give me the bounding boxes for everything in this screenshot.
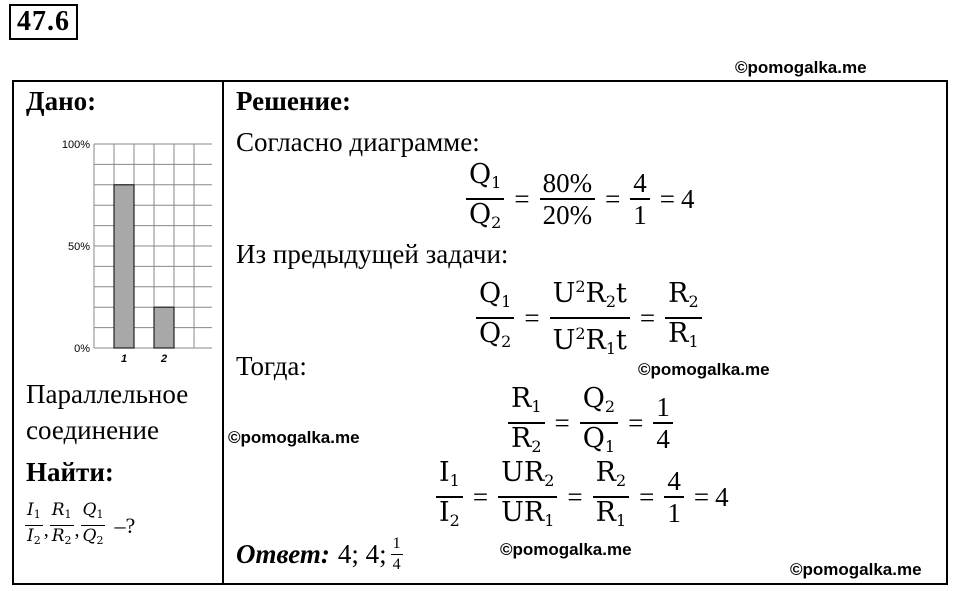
watermark-middle: ©pomogalka.me bbox=[638, 360, 770, 379]
y-tick-label: 50% bbox=[67, 241, 90, 253]
solution-line1: Согласно диаграмме: bbox=[236, 127, 480, 157]
find-suffix: –? bbox=[114, 512, 136, 538]
equation-ratio-r: $\frac{R_1}{R_2}$ = $\frac{Q_2}{Q_1}$ = $\frac{1}{4}$ bbox=[504, 384, 677, 462]
chart-grid bbox=[94, 144, 212, 348]
answer-line bbox=[236, 534, 404, 575]
watermark-corner: ©pomogalka.me bbox=[790, 560, 922, 579]
solution-heading: Решение: bbox=[236, 86, 351, 116]
find-frac-i: $\frac{I_1}{I_2}$ bbox=[27, 500, 41, 547]
connection-line1: Параллельное bbox=[26, 379, 189, 409]
solution-line2: Из предыдущей задачи: bbox=[236, 239, 509, 269]
equation-prev-task: $\frac{Q_1}{Q_2}$ = $\frac{U^2R_2t}{U^2R_1t}$ = $\frac{R_2}{R_1}$ bbox=[472, 272, 706, 364]
answer-fraction: $\frac{1}{4}$ bbox=[392, 535, 401, 573]
given-heading: Дано: bbox=[26, 86, 97, 116]
find-frac-r: $\frac{R_1}{R_2}$ bbox=[51, 500, 72, 547]
solution-table bbox=[12, 80, 948, 585]
connection-line2: соединение bbox=[26, 415, 159, 445]
x-tick-label: 2 bbox=[160, 353, 168, 365]
watermark-bottom: ©pomogalka.me bbox=[500, 540, 632, 559]
y-tick-label: 100% bbox=[61, 139, 90, 151]
bar-1 bbox=[114, 185, 134, 348]
watermark-left: ©pomogalka.me bbox=[228, 428, 360, 447]
equation-ratio-i: $\frac{I_1}{I_2}$ = $\frac{UR_2}{UR_1}$ = $\frac{R_2}{R_1}$ = $\frac{4}{1}$ = 4 bbox=[432, 458, 729, 536]
task-number: 47.6 bbox=[9, 4, 78, 40]
find-frac-q: $\frac{Q_1}{Q_2}$ bbox=[82, 500, 104, 547]
answer-text: 4; 4; bbox=[337, 539, 387, 569]
find-heading: Найти: bbox=[26, 457, 114, 487]
y-tick-label: 0% bbox=[74, 343, 90, 355]
bar-2 bbox=[154, 307, 174, 348]
solution-line3: Тогда: bbox=[236, 351, 307, 381]
find-expression: $\frac{I_1}{I_2}$ , $\frac{R_1}{R_2}$ , $\frac{Q_1}{Q_2}$ –? bbox=[24, 500, 135, 551]
answer-label: Ответ: bbox=[236, 539, 330, 569]
column-divider bbox=[222, 82, 224, 583]
x-tick-label: 1 bbox=[120, 353, 128, 365]
equation-ratio-q: $\frac{Q_1}{Q_2}$ = $\frac{80\%}{20\%}$ = $\frac{4}{1}$ = 4 bbox=[462, 160, 695, 238]
bar-chart bbox=[32, 132, 212, 372]
watermark-top: ©pomogalka.me bbox=[735, 58, 867, 77]
